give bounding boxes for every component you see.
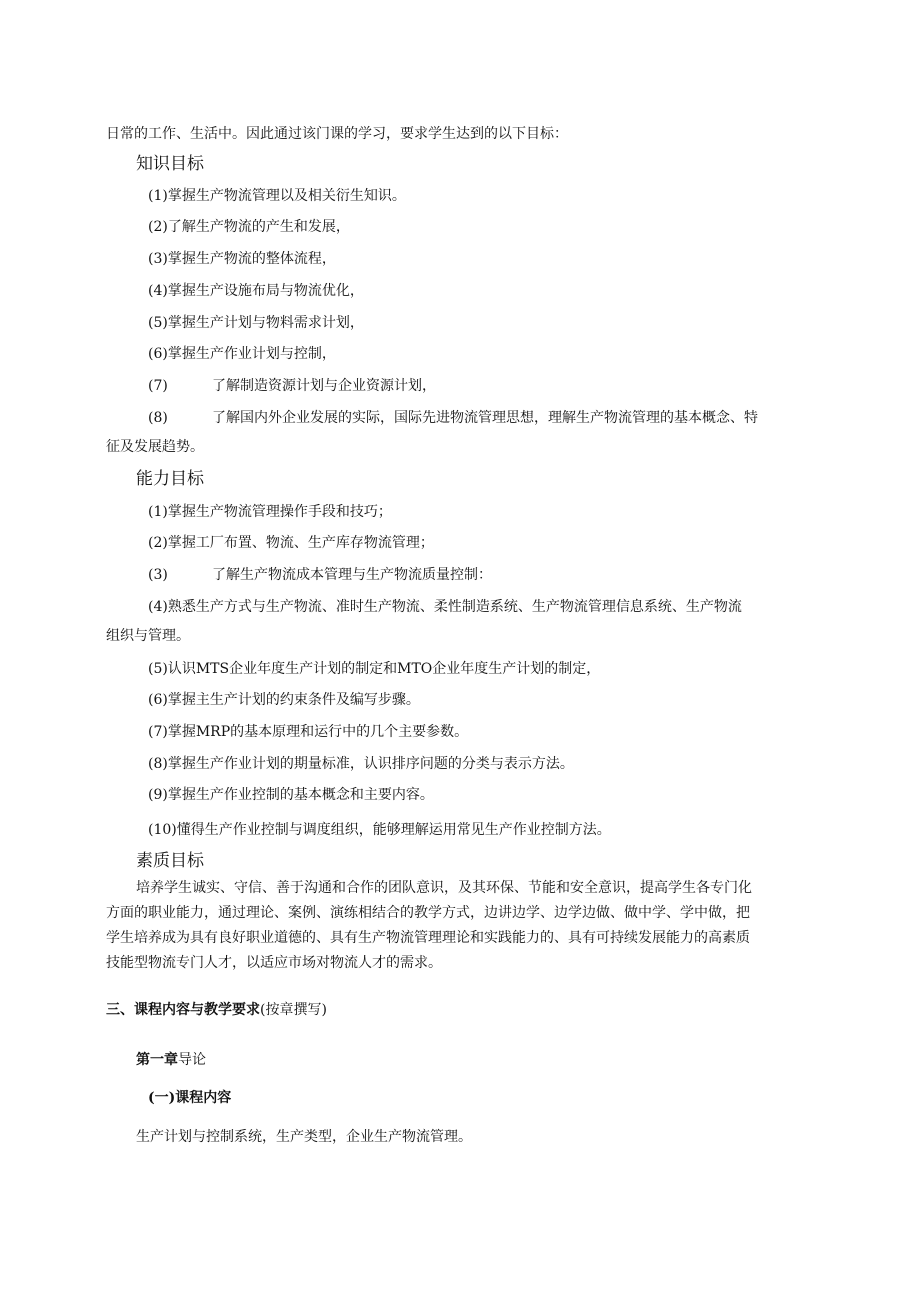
ability-item xyxy=(148,659,600,679)
item-number: (8) xyxy=(148,410,168,426)
ability-item xyxy=(148,502,392,522)
item-text: 掌握生产计划与物料需求计划， xyxy=(167,315,364,331)
item-number: (8) xyxy=(148,756,168,772)
ability-item xyxy=(148,565,492,585)
item-text: 掌握MRP的基本原理和运行中的几个主要参数。 xyxy=(167,724,469,740)
section-3-heading xyxy=(106,1000,327,1020)
knowledge-item xyxy=(148,313,364,333)
item-text: 掌握生产作业计划与控制， xyxy=(167,346,336,362)
item-text: 掌握生产物流的整体流程， xyxy=(167,251,336,267)
knowledge-item xyxy=(148,249,336,269)
item-number: (10) xyxy=(148,822,177,838)
item-text: 掌握生产物流管理操作手段和技巧； xyxy=(167,504,392,520)
chapter-1-title: 导论 xyxy=(178,1052,206,1068)
intro-text: 日常的工作、生活中。因此通过该门课的学习，要求学生达到的以下目标： xyxy=(106,126,568,142)
item-text: 掌握生产物流管理以及相关衍生知识。 xyxy=(167,188,406,204)
knowledge-item xyxy=(148,186,406,206)
item-text: 了解生产物流成本管理与生产物流质量控制： xyxy=(212,567,492,583)
item-number: (1) xyxy=(148,504,168,520)
item-text: 掌握工厂布置、物流、生产库存物流管理； xyxy=(167,535,434,551)
item-number: (5) xyxy=(148,661,168,677)
item-number: (7) xyxy=(148,724,168,740)
ability-item xyxy=(148,754,574,774)
ability-item xyxy=(148,597,742,617)
item-number: (3) xyxy=(148,567,168,583)
item-text: 掌握生产作业控制的基本概念和主要内容。 xyxy=(167,787,434,803)
knowledge-item xyxy=(148,376,436,396)
item-number: (4) xyxy=(148,599,168,615)
knowledge-goals-heading: 知识目标 xyxy=(136,154,204,174)
ability-item xyxy=(148,785,434,805)
item-text: 懂得生产作业控制与调度组织，能够理解运用常见生产作业控制方法。 xyxy=(176,822,611,838)
knowledge-item xyxy=(148,344,336,364)
ability-item xyxy=(148,690,420,710)
section-3-title: 三、课程内容与教学要求 xyxy=(106,1002,260,1018)
item-number: (6) xyxy=(148,346,168,362)
quality-paragraph-line: 学生培养成为具有良好职业道德的、具有生产物流管理理论和实践能力的、具有可持续发展能力的高素质 xyxy=(106,930,750,946)
item-text: 掌握生产设施布局与物流优化， xyxy=(167,283,364,299)
ability-item xyxy=(148,722,468,742)
course-content-text: 生产计划与控制系统，生产类型，企业生产物流管理。 xyxy=(136,1129,472,1145)
item-text: 认识MTS企业年度生产计划的制定和MTO企业年度生产计划的制定， xyxy=(167,661,601,677)
item-number: (2) xyxy=(148,219,168,235)
quality-goals-heading: 素质目标 xyxy=(136,851,204,871)
item-number: (7) xyxy=(148,378,168,394)
item-number: (5) xyxy=(148,315,168,331)
item-number: (6) xyxy=(148,692,168,708)
section-3-note: (按章撰写) xyxy=(260,1002,327,1018)
knowledge-item-continuation: 征及发展趋势。 xyxy=(106,439,204,455)
item-text: 了解生产物流的产生和发展， xyxy=(167,219,350,235)
knowledge-item xyxy=(148,408,758,428)
item-number: (3) xyxy=(148,251,168,267)
quality-paragraph-line: 方面的职业能力，通过理论、案例、演练相结合的教学方式，边讲边学、边学边做、做中学、学中做，把 xyxy=(106,905,750,921)
item-text: 熟悉生产方式与生产物流、准时生产物流、柔性制造系统、生产物流管理信息系统、生产物流 xyxy=(167,599,742,615)
item-text: 了解国内外企业发展的实际，国际先进物流管理思想，理解生产物流管理的基本概念、特 xyxy=(212,410,758,426)
ability-item xyxy=(148,820,611,840)
knowledge-item xyxy=(148,217,350,237)
item-text: 了解制造资源计划与企业资源计划， xyxy=(212,378,436,394)
item-number: (1) xyxy=(148,188,168,204)
chapter-1-number: 第一章 xyxy=(136,1052,178,1068)
item-text: 掌握主生产计划的约束条件及编写步骤。 xyxy=(167,692,420,708)
course-content-subheading: (一)课程内容 xyxy=(148,1090,232,1106)
knowledge-item xyxy=(148,281,364,301)
quality-paragraph-line: 培养学生诚实、守信、善于沟通和合作的团队意识，及其环保、节能和安全意识，提高学生各专门化 xyxy=(136,880,752,896)
chapter-1-heading xyxy=(136,1050,206,1070)
ability-item xyxy=(148,533,434,553)
item-number: (9) xyxy=(148,787,168,803)
item-number: (4) xyxy=(148,283,168,299)
quality-paragraph-line: 技能型物流专门人才，以适应市场对物流人才的需求。 xyxy=(106,955,442,971)
item-text: 掌握生产作业计划的期量标准，认识排序问题的分类与表示方法。 xyxy=(167,756,574,772)
item-number: (2) xyxy=(148,535,168,551)
ability-item-continuation: 组织与管理。 xyxy=(106,628,190,644)
ability-goals-heading: 能力目标 xyxy=(136,469,204,489)
